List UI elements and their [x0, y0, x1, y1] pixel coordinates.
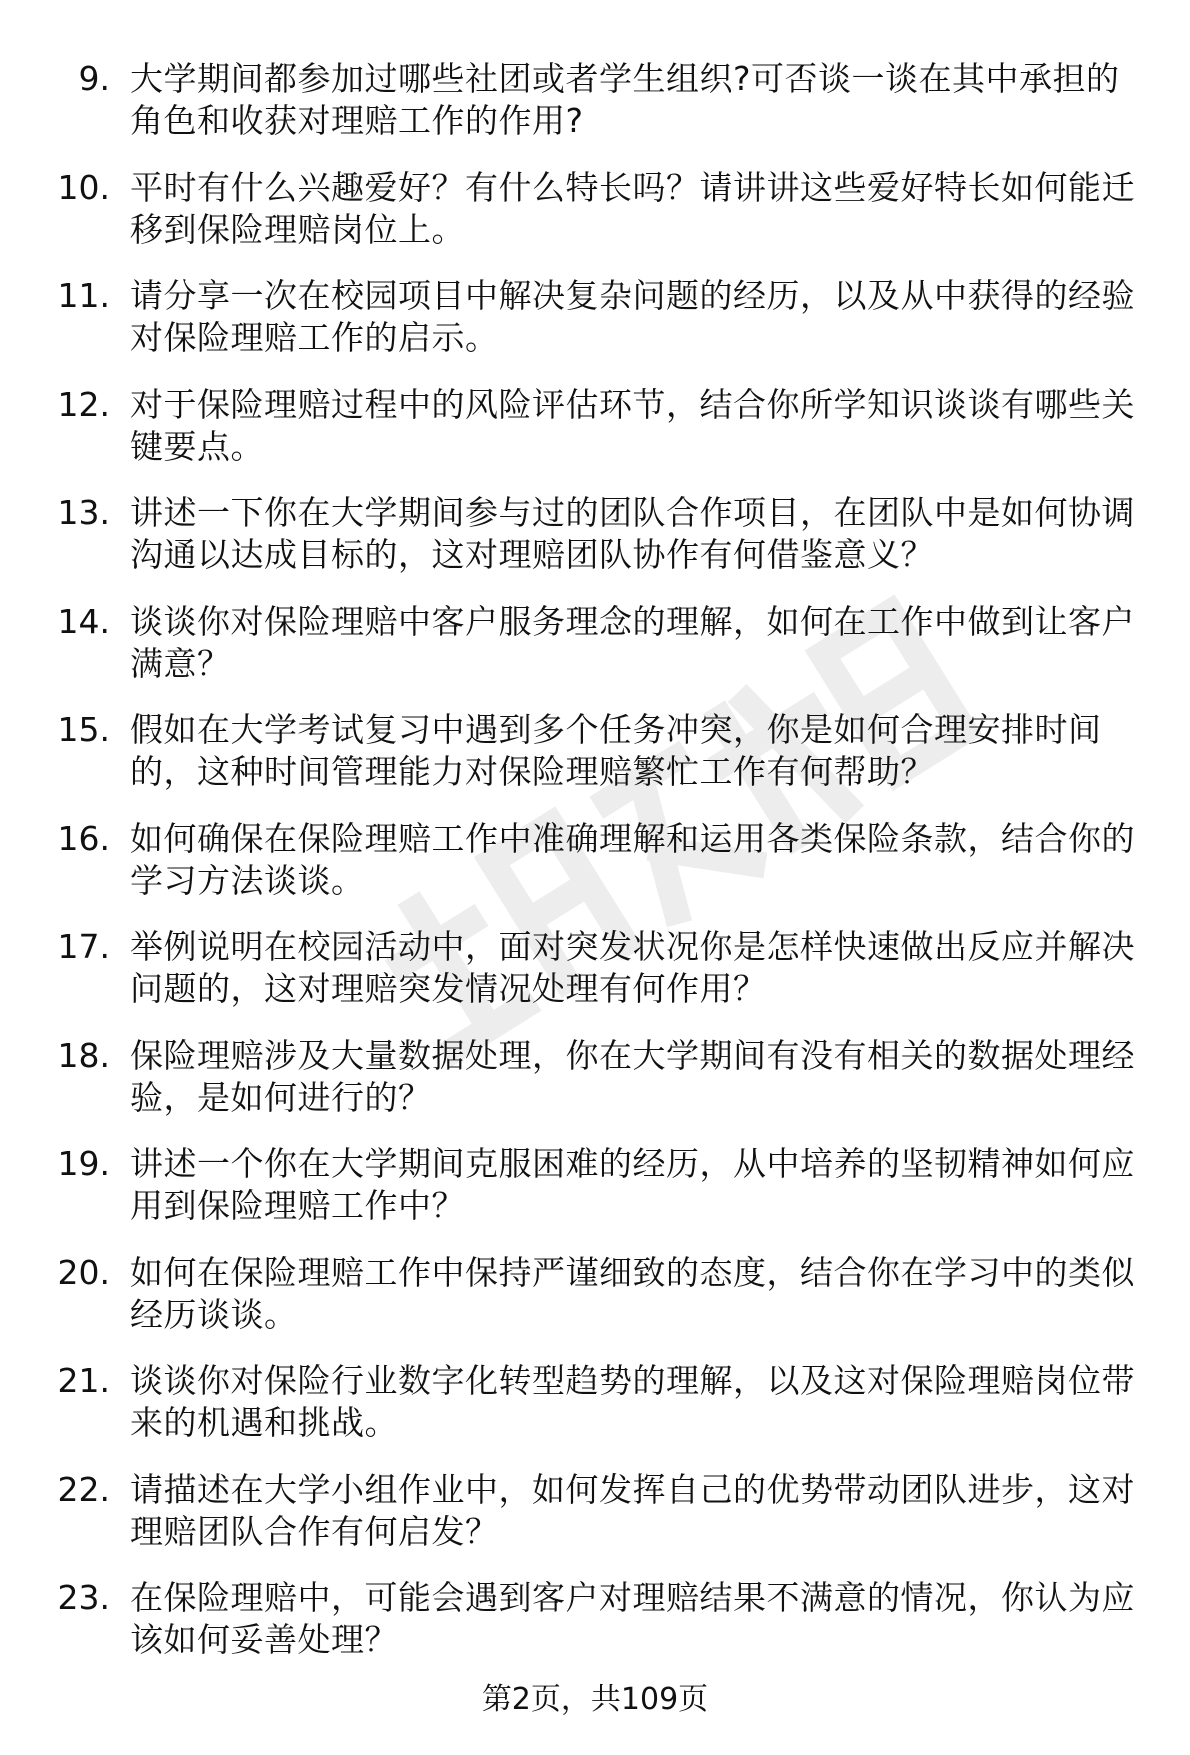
question-item	[0, 384, 1190, 493]
question-item	[0, 709, 1190, 818]
question-item	[0, 1360, 1190, 1469]
question-number: 21.	[57, 1361, 110, 1400]
question-item	[0, 492, 1190, 601]
question-number: 13.	[57, 493, 110, 532]
question-item	[0, 818, 1190, 927]
question-item	[0, 1143, 1190, 1252]
question-text: 假如在大学考试复习中遇到多个任务冲突，你是如何合理安排时间的，这种时间管理能力对保险理赔繁忙工作有何帮助？	[130, 710, 1102, 791]
question-text: 如何确保在保险理赔工作中准确理解和运用各类保险条款，结合你的学习方法谈谈。	[130, 818, 1135, 900]
question-text: 讲述一下你在大学期间参与过的团队合作项目，在团队中是如何协调沟通以达成目标的，这对理赔团队协作有何借鉴意义？	[130, 493, 1135, 574]
question-item	[0, 601, 1190, 710]
question-list	[0, 58, 1190, 1686]
question-item	[0, 1035, 1190, 1144]
question-text: 谈谈你对保险理赔中客户服务理念的理解，如何在工作中做到让客户满意？	[130, 601, 1135, 683]
question-number: 10.	[57, 167, 110, 207]
question-number: 15.	[57, 710, 110, 749]
question-number: 23.	[57, 1578, 110, 1617]
question-text: 对于保险理赔过程中的风险评估环节，结合你所学知识谈谈有哪些关键要点。	[130, 384, 1135, 466]
question-number: 22.	[57, 1469, 110, 1509]
question-number: 9.	[78, 59, 110, 98]
question-number: 14.	[57, 601, 110, 641]
question-text: 请分享一次在校园项目中解决复杂问题的经历，以及从中获得的经验对保险理赔工作的启示。	[130, 276, 1135, 357]
question-item	[0, 275, 1190, 384]
question-item	[0, 1252, 1190, 1361]
question-text: 谈谈你对保险行业数字化转型趋势的理解，以及这对保险理赔岗位带来的机遇和挑战。	[130, 1361, 1135, 1442]
question-item	[0, 167, 1190, 276]
question-text: 在保险理赔中，可能会遇到客户对理赔结果不满意的情况，你认为应该如何妥善处理？	[130, 1578, 1135, 1659]
question-item	[0, 926, 1190, 1035]
question-text: 如何在保险理赔工作中保持严谨细致的态度，结合你在学习中的类似经历谈谈。	[130, 1252, 1135, 1334]
question-number: 12.	[57, 384, 110, 424]
question-item	[0, 1577, 1190, 1686]
question-number: 16.	[57, 818, 110, 858]
question-number: 11.	[57, 276, 110, 315]
question-text: 大学期间都参加过哪些社团或者学生组织?可否谈一谈在其中承担的角色和收获对理赔工作的作用?	[130, 59, 1120, 140]
question-number: 18.	[57, 1035, 110, 1075]
page-number-footer: 第2页，共109页	[481, 1682, 709, 1717]
question-number: 19.	[57, 1144, 110, 1183]
question-text: 请描述在大学小组作业中，如何发挥自己的优势带动团队进步，这对理赔团队合作有何启发？	[130, 1469, 1135, 1551]
question-item	[0, 58, 1190, 167]
question-text: 讲述一个你在大学期间克服困难的经历，从中培养的坚韧精神如何应用到保险理赔工作中？	[130, 1144, 1135, 1225]
question-text: 保险理赔涉及大量数据处理，你在大学期间有没有相关的数据处理经验，是如何进行的？	[130, 1035, 1135, 1117]
question-number: 17.	[57, 927, 110, 966]
question-text: 平时有什么兴趣爱好？有什么特长吗？请讲讲这些爱好特长如何能迁移到保险理赔岗位上。	[130, 167, 1135, 249]
question-text: 举例说明在校园活动中，面对突发状况你是怎样快速做出反应并解决问题的，这对理赔突发情况处理有何作用？	[130, 927, 1135, 1008]
question-number: 20.	[57, 1252, 110, 1292]
question-item	[0, 1469, 1190, 1578]
